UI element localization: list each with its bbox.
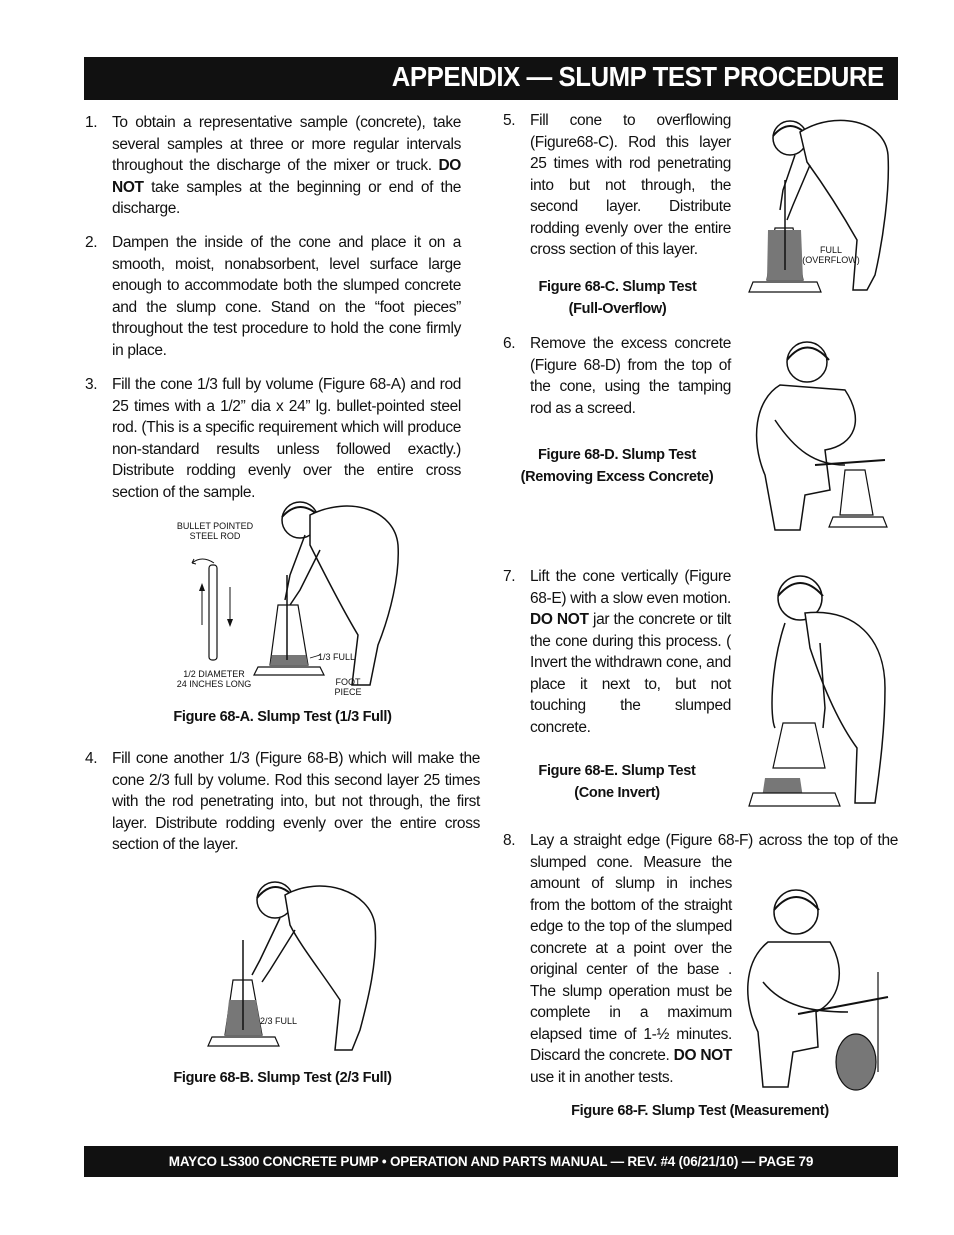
step-5 [503, 110, 731, 262]
step-text: Dampen the inside of the cone and place it on a smooth, moist, nonabsorbent, level surface large enough to accommodate both the slumped concrete and the slump cone. Stand on the “foot pieces” throughout the test procedure to hold the cone firmly in place. [112, 234, 461, 359]
figure-68a-illustration [170, 495, 410, 700]
figure-68a-caption: Figure 68-A. Slump Test (1/3 Full) [173, 709, 392, 725]
step-text: Fill cone another 1/3 (Figure 68-B) which will make the cone 2/3 full by volume. Rod this second layer 25 times with the rod penetrating into, but not through, the first layer. Distribute rodding evenly over the entire cross section of the layer. [112, 750, 480, 853]
step-4 [85, 748, 480, 858]
step-number: 1. [85, 114, 98, 131]
step-6 [503, 333, 731, 423]
page-title-bar [84, 57, 898, 100]
step-number: 3. [85, 376, 98, 393]
step-text: Fill the cone 1/3 full by volume (Figure 68-A) and rod 25 times with a 1/2” dia x 24” lg. bullet-pointed steel rod. (This is a specific requirement which will produce non-standard results unless followed exactly.) Distribute rodding evenly over the entire cross section of the sample. [112, 376, 461, 501]
step-2 [85, 232, 461, 362]
figure-68b-caption: Figure 68-B. Slump Test (2/3 Full) [173, 1070, 392, 1086]
label-diameter: 1/2 DIAMETER [183, 669, 245, 679]
figure-68b-illustration [200, 870, 410, 1060]
label-two-thirds-full: 2/3 FULL [260, 1016, 298, 1026]
figure-68f-caption: Figure 68-F. Slump Test (Measurement) [571, 1103, 829, 1119]
figure-68c-caption: Figure 68-C. Slump Test (Full-Overflow) [538, 279, 697, 317]
figure-68f-illustration [738, 872, 898, 1097]
label-foot: FOOT [335, 677, 361, 687]
step-7 [503, 566, 731, 741]
step-text: Fill cone to overflowing (Figure68-C). Rod this layer 25 times with rod penetrating into but not through, the second layer. Distribute rodding evenly over the entire cross section of this layer. [530, 112, 731, 258]
step-8 [503, 830, 898, 1086]
step-number: 2. [85, 234, 98, 251]
step-number: 7. [503, 568, 516, 585]
footer-bar [84, 1146, 898, 1177]
label-overflow: (OVERFLOW) [802, 255, 860, 265]
step-text: Lay a straight edge (Figure 68-F) across the top of the slumped cone. Measure the amount of slump in inches from the bottom of the straight edge to the top of the slumped concrete at a point over the original center of the base . The slump operation must be complete in a maximum elapsed time of 1-½ minutes. Discard the concrete. DO NOT use it in another tests. [530, 830, 898, 1097]
footer-text: MAYCO LS300 CONCRETE PUMP • OPERATION AND PARTS MANUAL — REV. #4 (06/21/10) — PAGE 79 [168, 1154, 814, 1169]
figure-68e-illustration [745, 568, 895, 813]
step-number: 8. [503, 832, 516, 849]
label-full: FULL [819, 245, 843, 255]
step-number: 6. [503, 335, 516, 352]
step-number: 4. [85, 750, 98, 767]
step-text: Remove the excess concrete (Figure 68-D) from the top of the cone, using the tamping rod as a screed. [530, 335, 731, 417]
step-1 [85, 112, 461, 222]
label-bullet-pointed: BULLET POINTED [176, 521, 254, 531]
figure-68d-caption: Figure 68-D. Slump Test (Removing Excess Concrete) [520, 447, 714, 485]
step-number: 5. [503, 112, 516, 129]
step-text: Lift the cone vertically (Figure 68-E) with a slow even motion. DO NOT jar the concrete or tilt the cone during this process. ( Invert the withdrawn cone, and place it next to, but not touching the slumped concrete. [530, 568, 731, 736]
figure-68e-caption: Figure 68-E. Slump Test (Cone Invert) [538, 763, 696, 801]
step-3 [85, 374, 461, 504]
label-steel-rod: STEEL ROD [189, 531, 241, 541]
label-length: 24 INCHES LONG [176, 679, 252, 689]
step-text: To obtain a representative sample (concrete), take several samples at three or more regular intervals throughout the discharge of the mixer or truck. DO NOT take samples at the beginning or end of the discharge. [112, 114, 461, 217]
label-one-third-full: 1/3 FULL [318, 652, 356, 662]
figure-68c-illustration [745, 110, 895, 305]
figure-68d-illustration [745, 330, 895, 540]
label-piece: PIECE [334, 687, 362, 697]
page-title: APPENDIX — SLUMP TEST PROCEDURE [392, 61, 884, 92]
